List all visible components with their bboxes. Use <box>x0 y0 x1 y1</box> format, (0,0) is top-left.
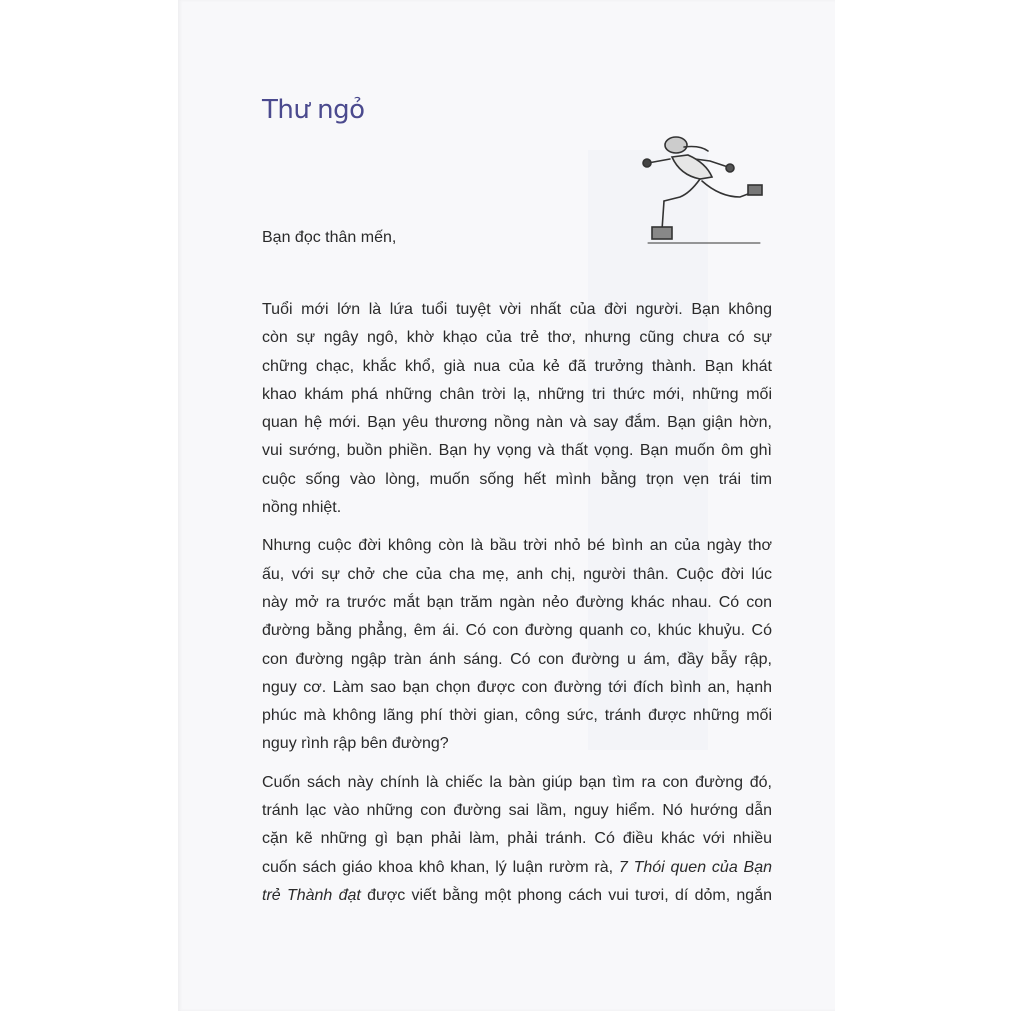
text-line <box>262 353 772 381</box>
text-line <box>262 854 772 882</box>
greeting: Bạn đọc thân mến, <box>262 229 397 246</box>
text-segment: này mở ra trước mắt bạn trăm ngàn nẻo đường khác nhau. Có con <box>262 593 772 611</box>
text-segment: Nhưng cuộc đời không còn là bầu trời nhỏ bé bình an của ngày thơ <box>262 537 772 555</box>
text-segment: cuộc sống vào lòng, muốn sống hết mình bằng trọn vẹn trái tim <box>262 470 772 488</box>
text-line <box>262 730 772 758</box>
paragraph <box>262 296 772 522</box>
text-segment: nguy cơ. Làm sao bạn chọn được con đường tới đích bình an, hạnh <box>262 678 772 696</box>
text-segment: cặn kẽ những gì bạn phải làm, phải tránh. Có điều khác với nhiều <box>262 830 772 848</box>
text-segment: con đường ngập tràn ánh sáng. Có con đường u ám, đầy bẫy rập, <box>262 650 772 668</box>
text-segment: khao khám phá những chân trời lạ, những tri thức mới, những mối <box>262 385 772 403</box>
text-line <box>262 532 772 560</box>
italic-book-title: 7 Thói quen của Bạn <box>618 858 772 876</box>
text-segment: chững chạc, khắc khổ, già nua của kẻ đã trưởng thành. Bạn khát <box>262 357 772 375</box>
text-line <box>262 674 772 702</box>
text-line <box>262 589 772 617</box>
text-segment: đường bằng phẳng, êm ái. Có con đường quanh co, khúc khuỷu. Có <box>262 622 772 640</box>
text-segment: cuốn sách giáo khoa khô khan, lý luận rườm rà, <box>262 858 619 876</box>
text-segment: Cuốn sách này chính là chiếc la bàn giúp bạn tìm ra con đường đó, <box>262 773 772 791</box>
text-segment: phúc mà không lãng phí thời gian, công sức, tránh được những mối <box>262 707 772 725</box>
text-line <box>262 882 772 910</box>
text-segment: quan hệ mới. Bạn yêu thương nồng nàn và say đắm. Bạn giận hờn, <box>262 414 772 432</box>
text-segment: vui sướng, buồn phiền. Bạn hy vọng và thất vọng. Bạn muốn ôm ghì <box>262 442 772 460</box>
text-line <box>262 646 772 674</box>
text-line <box>262 466 772 494</box>
text-segment: tránh lạc vào những con đường sai lầm, nguy hiểm. Nó hướng dẫn <box>262 802 772 820</box>
text-line <box>262 825 772 853</box>
italic-book-title: trẻ Thành đạt <box>262 886 361 904</box>
text-line <box>262 409 772 437</box>
text-segment: nồng nhiệt. <box>262 499 342 517</box>
text-line <box>262 324 772 352</box>
paragraph <box>262 769 772 910</box>
text-line <box>262 617 772 645</box>
text-line <box>262 494 772 522</box>
text-line <box>262 702 772 730</box>
text-line <box>262 561 772 589</box>
text-segment: nguy rình rập bên đường? <box>262 735 449 753</box>
text-line <box>262 437 772 465</box>
text-line <box>262 797 772 825</box>
paragraph <box>262 532 772 758</box>
text-segment: còn sự ngây ngô, khờ khạo của trẻ thơ, nhưng cũng chưa có sự <box>262 329 772 347</box>
letter-body <box>262 296 772 920</box>
text-segment: được viết bằng một phong cách vui tươi, dí dỏm, ngắn <box>360 886 772 904</box>
text-line <box>262 381 772 409</box>
text-line <box>262 296 772 324</box>
text-segment: Tuổi mới lớn là lứa tuổi tuyệt vời nhất của đời người. Bạn không <box>262 301 772 318</box>
text-line <box>262 769 772 797</box>
text-segment: ấu, với sự chở che của cha mẹ, anh chị, người thân. Cuộc đời lúc <box>262 565 772 583</box>
rollerblader-illustration <box>640 135 790 255</box>
page-title: Thư ngỏ <box>262 95 365 125</box>
